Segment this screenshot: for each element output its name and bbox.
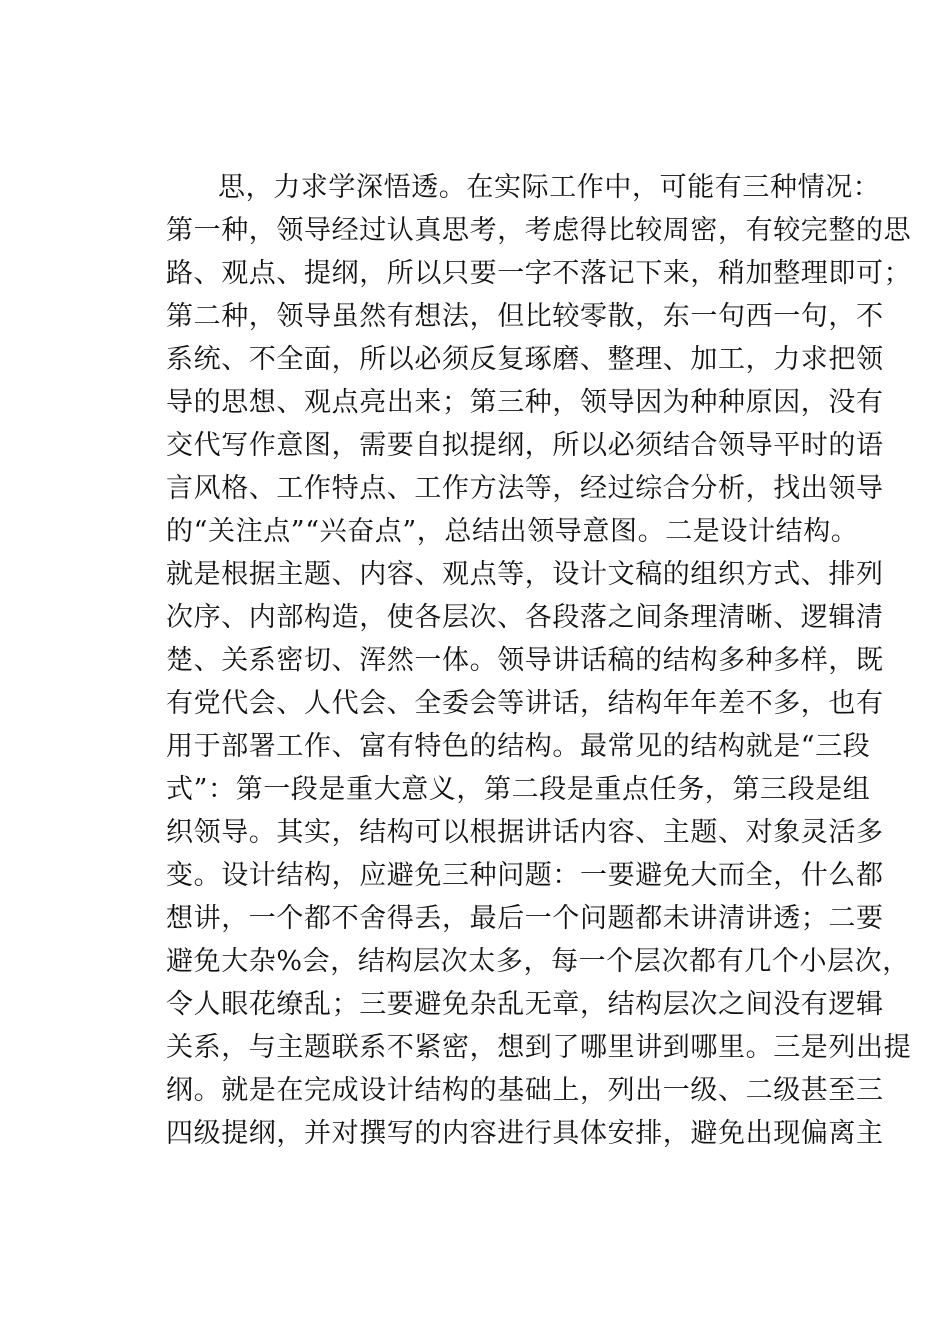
text-line: 令人眼花缭乱；三要避免杂乱无章，结构层次之间没有逻辑 — [166, 989, 884, 1020]
text-line: 织领导。其实，结构可以根据讲话内容、主题、对象灵活多 — [166, 817, 884, 848]
text-line: 有党代会、人代会、全委会等讲话，结构年年差不多，也有 — [166, 688, 884, 719]
text-line: 交代写作意图，需要自拟提纲，所以必须结合领导平时的语 — [166, 430, 884, 461]
text-line: 纲。就是在完成设计结构的基础上，列出一级、二级甚至三 — [166, 1075, 884, 1106]
text-line: 的“关注点”“兴奋点”，总结出领导意图。二是设计结构。 — [166, 516, 859, 547]
text-line: 式”：第一段是重大意义，第二段是重点任务，第三段是组 — [166, 774, 871, 805]
text-line: 言风格、工作特点、工作方法等，经过综合分析，找出领导 — [166, 473, 884, 504]
text-line: 第一种，领导经过认真思考，考虑得比较周密，有较完整的思 — [166, 215, 912, 246]
text-line: 避免大杂%会，结构层次太多，每一个层次都有几个小层次， — [166, 946, 910, 977]
text-line: 楚、关系密切、浑然一体。领导讲话稿的结构多种多样，既 — [166, 645, 884, 676]
text-line: 用于部署工作、富有特色的结构。最常见的结构就是“三段 — [166, 731, 871, 762]
text-line: 次序、内部构造，使各层次、各段落之间条理清晰、逻辑清 — [166, 602, 884, 633]
text-line: 思，力求学深悟透。在实际工作中，可能有三种情况： — [218, 172, 881, 203]
text-line: 变。设计结构，应避免三种问题：一要避免大而全，什么都 — [166, 860, 884, 891]
text-line: 关系，与主题联系不紧密，想到了哪里讲到哪里。三是列出提 — [166, 1032, 912, 1063]
text-line: 导的思想、观点亮出来；第三种，领导因为种种原因，没有 — [166, 387, 884, 418]
text-line: 四级提纲，并对撰写的内容进行具体安排，避免出现偏离主 — [166, 1118, 884, 1149]
text-line: 系统、不全面，所以必须反复琢磨、整理、加工，力求把领 — [166, 344, 884, 375]
text-line: 就是根据主题、内容、观点等，设计文稿的组织方式、排列 — [166, 559, 884, 590]
text-line: 第二种，领导虽然有想法，但比较零散，东一句西一句，不 — [166, 301, 884, 332]
text-line: 想讲，一个都不舍得丢，最后一个问题都未讲清讲透；二要 — [166, 903, 884, 934]
text-line: 路、观点、提纲，所以只要一字不落记下来，稍加整理即可； — [166, 258, 912, 289]
